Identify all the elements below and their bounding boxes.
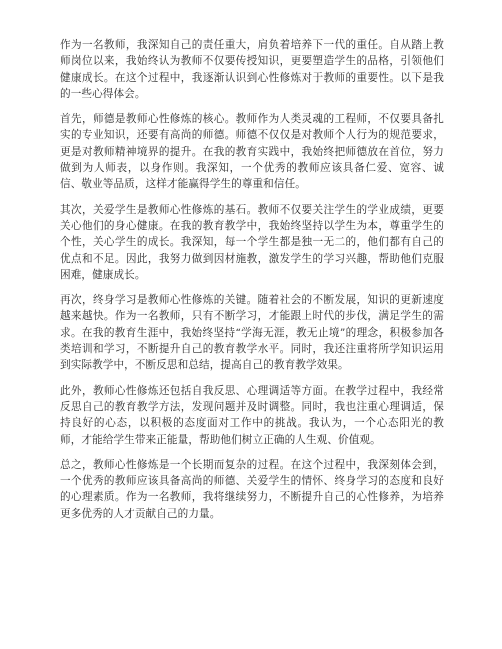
paragraph-teacher-ethics: 首先，师德是教师心性修炼的核心。教师作为人类灵魂的工程师，不仅要具备扎实的专业知识，还要有高尚的师德。师德不仅仅是对教师个人行为的规范要求，更是对教师精神境界的提升。在我的教育实践中，我始终把师德放在首位，努力做到为人师表，以身作则。我深知，一个优秀的教师应该具备仁爱、宽容、诚信、敬业等品质，这样才能赢得学生的尊重和信任。 bbox=[60, 113, 444, 191]
paragraph-intro: 作为一名教师，我深知自己的责任重大，肩负着培养下一代的重任。自从踏上教师岗位以来，我始终认为教师不仅要传授知识，更要塑造学生的品格，引领他们健康成长。在这个过程中，我逐渐认识到心性修炼对于教师的重要性。以下是我的一些心得体会。 bbox=[60, 39, 444, 100]
paragraph-conclusion: 总之，教师心性修炼是一个长期而复杂的过程。在这个过程中，我深刻体会到，一个优秀的教师应该具备高尚的师德、关爱学生的情怀、终身学习的态度和良好的心理素质。作为一名教师，我将继续努力，不断提升自己的心性修养，为培养更多优秀的人才贡献自己的力量。 bbox=[60, 458, 444, 520]
paragraph-caring-students: 其次，关爱学生是教师心性修炼的基石。教师不仅要关注学生的学业成绩，更要关心他们的身心健康。在我的教育教学中，我始终坚持以学生为本，尊重学生的个性，关心学生的成长。我深知，每一个学生都是独一无二的，他们都有自己的优点和不足。因此，我努力做到因材施教，激发学生的学习兴趣，帮助他们克服困难，健康成长。 bbox=[60, 203, 444, 281]
document-body bbox=[60, 37, 444, 531]
paragraph-lifelong-learning: 再次，终身学习是教师心性修炼的关键。随着社会的不断发展，知识的更新速度越来越快。作为一名教师，只有不断学习，才能跟上时代的步伐，满足学生的需求。在我的教育生涯中，我始终坚持“学海无涯，教无止境”的理念，积极参加各类培训和学习，不断提升自己的教育教学水平。同时，我还注重将所学知识运用到实际教学中，不断反思和总结，提高自己的教育教学效果。 bbox=[60, 294, 444, 372]
paragraph-self-reflection: 此外，教师心性修炼还包括自我反思、心理调适等方面。在教学过程中，我经常反思自己的教育教学方法，发现问题并及时调整。同时，我也注重心理调适，保持良好的心态，以积极的态度面对工作中的挑战。我认为，一个心态阳光的教师，才能给学生带来正能量，帮助他们树立正确的人生观、价值观。 bbox=[60, 384, 444, 446]
